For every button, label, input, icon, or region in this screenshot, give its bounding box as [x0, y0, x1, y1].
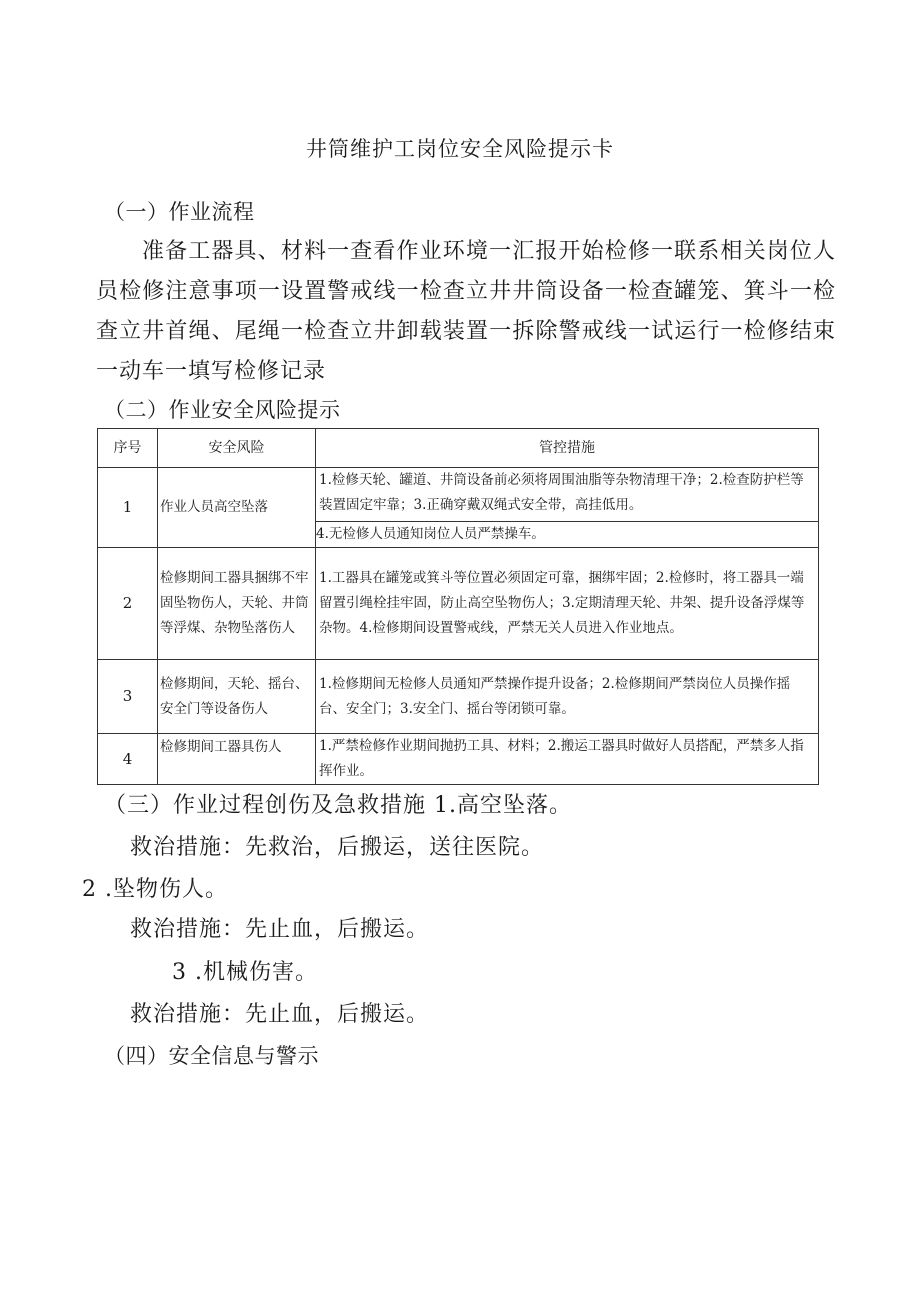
- workflow-text: 准备工器具、材料一查看作业环境一汇报开始检修一联系相关岗位人员检修注意事项一设置警戒线一检查立井井筒设备一检查罐笼、箕斗一检查立井首绳、尾绳一检查立井卸载装置一拆除警戒线一试运行一检修结束一动车一填写检修记录: [96, 239, 836, 384]
- header-measure: 管控措施: [316, 429, 819, 468]
- table-header-row: [98, 429, 819, 468]
- header-risk: 安全风险: [158, 429, 316, 468]
- page-title: 井筒维护工岗位安全风险提示卡: [306, 137, 614, 161]
- first-aid-rescue-2: 救治措施：先止血，后搬运。: [130, 917, 430, 942]
- row-risk: 检修期间工器具捆绑不牢固坠物伤人，天轮、井筒等浮煤、杂物坠落伤人: [158, 548, 316, 660]
- risk-table: [97, 428, 819, 785]
- row-no: 3: [98, 660, 158, 734]
- row-no: 1: [98, 468, 158, 548]
- first-aid-rescue-3: 救治措施：先止血，后搬运。: [130, 1002, 430, 1027]
- table-row: [98, 548, 819, 660]
- section-heading-risk: （二）作业安全风险提示: [104, 398, 341, 422]
- first-aid-rescue-1: 救治措施：先救治，后搬运，送往医院。: [130, 835, 545, 860]
- row-no: 4: [98, 734, 158, 785]
- header-no: 序号: [98, 429, 158, 468]
- table-row: [98, 660, 819, 734]
- row-measure: 1.检修期间无检修人员通知严禁操作提升设备；2.检修期间严禁岗位人员操作摇台、安全门；3.安全门、摇台等闭锁可靠。: [316, 660, 819, 734]
- first-aid-item-3: 3 .机械伤害。: [172, 960, 318, 985]
- row-measure: 1.工器具在罐笼或箕斗等位置必须固定可靠，捆绑牢固；2.检修时，将工器具一端留置引绳栓挂牢固，防止高空坠物伤人；3.定期清理天轮、井架、提升设备浮煤等杂物。4.检修期间设置警戒线，严禁无关人员进入作业地点。: [316, 548, 819, 660]
- row-measure-text: 1.检修天轮、罐道、井筒设备前必须将周围油脂等杂物清理干净；2.检查防护栏等装置固定牢靠；3.正确穿戴双绳式安全带，高挂低用。: [319, 472, 804, 513]
- row-no: 2: [98, 548, 158, 660]
- section-heading-workflow: （一）作业流程: [104, 200, 255, 224]
- row-risk: 作业人员高空坠落: [158, 468, 316, 548]
- row-risk: 检修期间工器具伤人: [158, 734, 316, 785]
- row-risk: 检修期间，天轮、摇台、安全门等设备伤人: [158, 660, 316, 734]
- table-row: [98, 468, 819, 548]
- row-measure: 1.严禁检修作业期间抛扔工具、材料；2.搬运工器具时做好人员搭配，严禁多人指挥作业。: [316, 734, 819, 785]
- row-measure-extra: 4.无检修人员通知岗位人员严禁操车。: [316, 521, 818, 547]
- row-measure: [316, 468, 819, 548]
- table-row: [98, 734, 819, 785]
- first-aid-item-2: 2 .坠物伤人。: [82, 877, 228, 902]
- section-heading-safety-info: （四）安全信息与警示: [104, 1044, 319, 1068]
- section-heading-first-aid: （三）作业过程创伤及急救措施 1.高空坠落。: [104, 793, 572, 818]
